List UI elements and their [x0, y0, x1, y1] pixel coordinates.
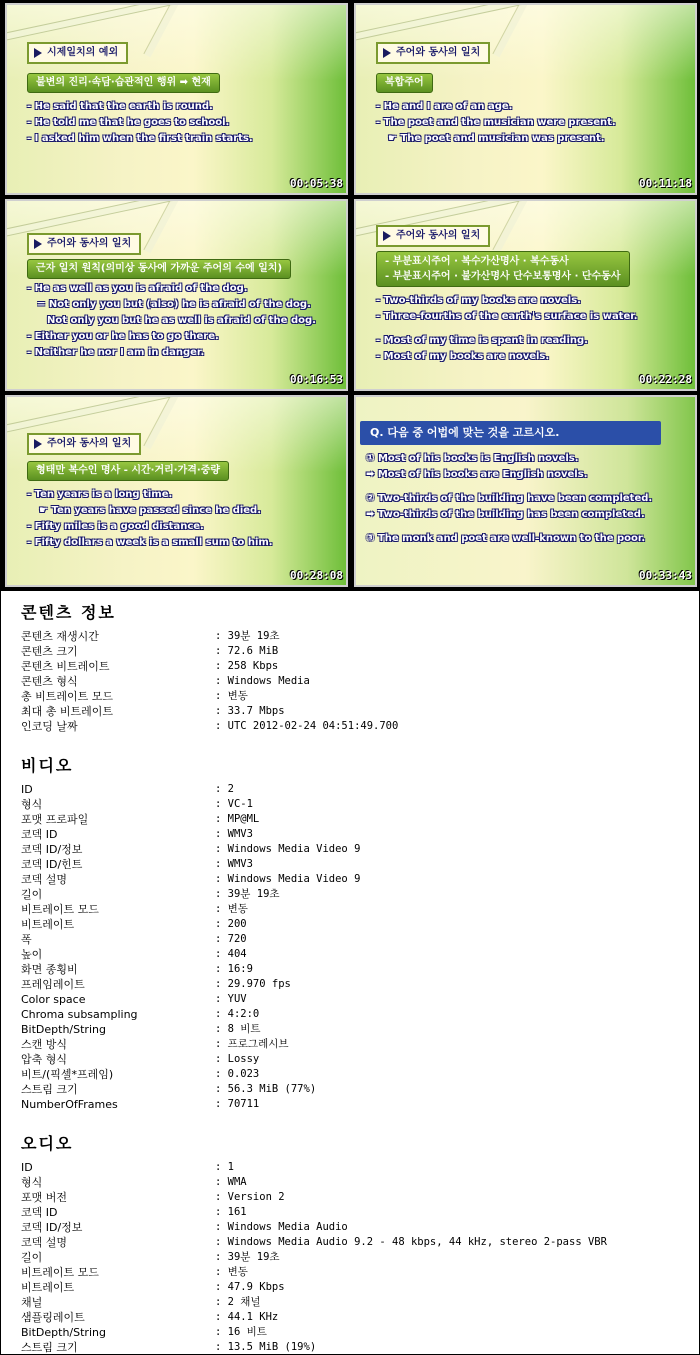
slide-title: 주어와 동사의 일치	[376, 225, 490, 247]
info-key: 코덱 ID/정보	[21, 1221, 83, 1234]
info-key: 스트림 크기	[21, 1341, 78, 1354]
info-value: : Windows Media Audio	[215, 1221, 348, 1233]
info-key: 포맷 프로파일	[21, 813, 89, 826]
slide-title: 시제일치의 예외	[27, 42, 128, 64]
info-key: 폭	[21, 933, 32, 946]
slide-subtitle: 복합주어	[376, 73, 433, 93]
info-key: ID	[21, 1161, 33, 1174]
info-row	[21, 1007, 681, 1022]
info-row	[21, 1175, 681, 1190]
decor-beam	[5, 199, 215, 238]
info-key: NumberOfFrames	[21, 1098, 118, 1111]
general-rows	[21, 629, 681, 734]
info-key: 프레임레이트	[21, 978, 85, 991]
thumbnail-3[interactable]	[5, 199, 348, 391]
info-row	[21, 1097, 681, 1112]
info-key: 형식	[21, 798, 43, 811]
decor-beam	[492, 199, 527, 253]
info-row	[21, 1082, 681, 1097]
info-value: : WMA	[215, 1176, 247, 1188]
info-key: BitDepth/String	[21, 1326, 106, 1339]
thumbnail-5[interactable]	[5, 395, 348, 587]
info-key: 비트/(픽셀*프레임)	[21, 1068, 114, 1081]
info-value: : 47.9 Kbps	[215, 1281, 285, 1293]
info-row	[21, 1190, 681, 1205]
info-row	[21, 962, 681, 977]
decor-beam	[143, 3, 178, 57]
info-row	[21, 1280, 681, 1295]
info-key: 스트림 크기	[21, 1083, 78, 1096]
slide-line: - He told me that he goes to school.	[27, 117, 230, 128]
info-key: 콘텐츠 크기	[21, 645, 78, 658]
thumbnail-4[interactable]	[354, 199, 697, 391]
info-key: 코덱 ID	[21, 1206, 58, 1219]
info-value: : Windows Media Video 9	[215, 843, 361, 855]
info-value: : 161	[215, 1206, 247, 1218]
info-value: : 변동	[215, 903, 248, 915]
info-row	[21, 857, 681, 872]
info-key: 최대 총 비트레이트	[21, 705, 114, 718]
slide-subtitle: - 부분표시주어 · 복수가산명사 · 복수동사 - 부분표시주어 · 불가산명사 단수보통명사 · 단수동사	[376, 251, 630, 287]
info-row	[21, 689, 681, 704]
slide-line: ① Most of his books is English novels.	[366, 453, 579, 464]
info-row	[21, 977, 681, 992]
slide-line: - Two-thirds of my books are novels.	[376, 295, 581, 306]
info-value: : 720	[215, 933, 247, 945]
info-key: 비트레이트	[21, 918, 75, 931]
info-value: : Lossy	[215, 1053, 260, 1065]
decor-beam	[5, 3, 215, 42]
info-value: : 변동	[215, 690, 248, 702]
info-row	[21, 1220, 681, 1235]
info-row	[21, 1052, 681, 1067]
timestamp: 00:33:43	[639, 569, 692, 582]
thumbnail-grid	[1, 1, 700, 591]
decor-beam	[354, 3, 564, 42]
decor-beam	[143, 395, 178, 449]
info-value: : 39분 19초	[215, 630, 280, 642]
info-value: : 33.7 Mbps	[215, 705, 285, 717]
timestamp: 00:22:28	[639, 373, 692, 386]
info-value: : UTC 2012-02-24 04:51:49.700	[215, 720, 399, 732]
slide-line: - Ten years is a long time.	[27, 489, 173, 500]
info-key: 콘텐츠 형식	[21, 675, 78, 688]
info-row	[21, 947, 681, 962]
info-row	[21, 1340, 681, 1355]
slide-line: - Neither he nor I am in danger.	[27, 347, 205, 358]
info-value: : Windows Media Audio 9.2 - 48 kbps, 44 kHz, stereo 2-pass VBR	[215, 1236, 607, 1248]
decor-beam	[143, 199, 178, 253]
info-key: 길이	[21, 888, 43, 901]
info-row	[21, 827, 681, 842]
info-value: : 16 비트	[215, 1326, 267, 1338]
info-value: : YUV	[215, 993, 247, 1005]
slide-line: - He and I are of an age.	[376, 101, 513, 112]
info-value: : 258 Kbps	[215, 660, 279, 672]
info-row	[21, 1325, 681, 1340]
slide-lines	[376, 99, 689, 147]
info-row	[21, 797, 681, 812]
info-row	[21, 1265, 681, 1280]
info-row	[21, 842, 681, 857]
info-row	[21, 872, 681, 887]
info-key: 비트레이트 모드	[21, 1266, 99, 1279]
slide-line: ☛ The poet and musician was present.	[388, 133, 605, 144]
section-title-audio: 오디오	[21, 1134, 74, 1153]
slide-title: 주어와 동사의 일치	[27, 433, 141, 455]
slide-line: ➡ Most of his books are English novels.	[366, 469, 588, 480]
info-key: 화면 종횡비	[21, 963, 78, 976]
info-row	[21, 1310, 681, 1325]
info-value: : 변동	[215, 1266, 248, 1278]
timestamp: 00:11:18	[639, 177, 692, 190]
info-key: 샘플링레이트	[21, 1311, 85, 1324]
info-key: ID	[21, 783, 33, 796]
info-value: : 44.1 KHz	[215, 1311, 279, 1323]
info-key: Chroma subsampling	[21, 1008, 138, 1021]
info-value: : 2	[215, 783, 234, 795]
divider	[21, 734, 681, 754]
slide-line: ➡ Two-thirds of the building has been completed.	[366, 509, 645, 520]
slide-title: 주어와 동사의 일치	[27, 233, 141, 255]
quiz-question: Q. 다음 중 어법에 맞는 것을 고르시오.	[360, 421, 661, 445]
info-row	[21, 704, 681, 719]
info-row	[21, 932, 681, 947]
info-row	[21, 1205, 681, 1220]
info-row	[21, 1160, 681, 1175]
info-value: : 프로그레시브	[215, 1038, 289, 1050]
info-row	[21, 902, 681, 917]
info-value: : 2 채널	[215, 1296, 261, 1308]
info-key: Color space	[21, 993, 86, 1006]
slide-subtitle: 형태만 복수인 명사 - 시간·거리·가격·중량	[27, 461, 229, 481]
info-row	[21, 1037, 681, 1052]
slide-line: - Fifty miles is a good distance.	[27, 521, 204, 532]
slide-line: - I asked him when the first train starts.	[27, 133, 253, 144]
info-value: : WMV3	[215, 828, 253, 840]
info-value: : 0.023	[215, 1068, 260, 1080]
info-value: : Windows Media	[215, 675, 310, 687]
info-key: 압축 형식	[21, 1053, 68, 1066]
slide-line: - He as well as you is afraid of the dog.	[27, 283, 248, 294]
section-title-video: 비디오	[21, 756, 74, 775]
info-value: : 56.3 MiB (77%)	[215, 1083, 317, 1095]
info-key: 콘텐츠 재생시간	[21, 630, 99, 643]
slide-line: - Fifty dollars a week is a small sum to him.	[27, 537, 273, 548]
slide-line: - He said that the earth is round.	[27, 101, 213, 112]
info-value: : 39분 19초	[215, 1251, 280, 1263]
info-key: 채널	[21, 1296, 43, 1309]
slide-line: - Most of my time is spent in reading.	[376, 335, 588, 346]
slide-title: 주어와 동사의 일치	[376, 42, 490, 64]
info-value: : 39분 19초	[215, 888, 280, 900]
info-key: 코덱 ID/힌트	[21, 858, 83, 871]
info-key: 높이	[21, 948, 43, 961]
timestamp: 00:05:38	[290, 177, 343, 190]
info-key: 스캔 방식	[21, 1038, 68, 1051]
info-row	[21, 674, 681, 689]
info-row	[21, 1022, 681, 1037]
info-row	[21, 719, 681, 734]
decor-beam	[5, 395, 215, 434]
timestamp: 00:16:53	[290, 373, 343, 386]
info-row	[21, 644, 681, 659]
slide-line: - The poet and the musician were present.	[376, 117, 616, 128]
slide-lines	[27, 487, 340, 551]
thumbnail-2[interactable]	[354, 3, 697, 195]
divider	[21, 1112, 681, 1132]
info-value: : 4:2:0	[215, 1008, 260, 1020]
info-value: : WMV3	[215, 858, 253, 870]
info-value: : 8 비트	[215, 1023, 261, 1035]
info-key: 포맷 버전	[21, 1191, 68, 1204]
slide-line: ② Two-thirds of the building have been completed.	[366, 493, 653, 504]
audio-rows	[21, 1160, 681, 1355]
info-value: : 200	[215, 918, 247, 930]
info-key: 형식	[21, 1176, 43, 1189]
info-row	[21, 782, 681, 797]
info-row	[21, 887, 681, 902]
info-key: 총 비트레이트 모드	[21, 690, 114, 703]
info-key: 코덱 설명	[21, 873, 68, 886]
info-value: : Version 2	[215, 1191, 285, 1203]
info-row	[21, 1067, 681, 1082]
slide-lines	[376, 293, 689, 365]
info-value: : 13.5 MiB (19%)	[215, 1341, 317, 1353]
section-title-general: 콘텐츠 정보	[21, 603, 116, 622]
info-value: : Windows Media Video 9	[215, 873, 361, 885]
info-value: : 1	[215, 1161, 234, 1173]
decor-beam	[492, 3, 527, 57]
info-value: : 404	[215, 948, 247, 960]
media-info	[21, 601, 681, 1355]
slide-subtitle: 근자 일치 원칙(의미상 동사에 가까운 주어의 수에 일치)	[27, 259, 291, 279]
slide-line: = Not only you but (also) he is afraid of the dog.	[37, 299, 311, 310]
slide-lines	[27, 281, 340, 361]
info-row	[21, 1295, 681, 1310]
info-value: : 16:9	[215, 963, 253, 975]
info-key: 길이	[21, 1251, 43, 1264]
info-row	[21, 812, 681, 827]
info-row	[21, 1250, 681, 1265]
info-key: 비트레이트	[21, 1281, 75, 1294]
info-value: : 70711	[215, 1098, 260, 1110]
video-rows	[21, 782, 681, 1112]
info-key: 코덱 ID/정보	[21, 843, 83, 856]
slide-line: ☛ Ten years have passed since he died.	[39, 505, 262, 516]
slide-lines	[366, 451, 689, 547]
slide-line: - Either you or he has to go there.	[27, 331, 219, 342]
info-key: 인코딩 날짜	[21, 720, 78, 733]
info-key: 코덱 ID	[21, 828, 58, 841]
slide-subtitle: 불변의 진리·속담·습관적인 행위 ➡ 현재	[27, 73, 220, 93]
timestamp: 00:28:08	[290, 569, 343, 582]
info-row	[21, 629, 681, 644]
slide-line: ③ The monk and poet are well-known to the poor.	[366, 533, 646, 544]
info-value: : 72.6 MiB	[215, 645, 279, 657]
info-key: 콘텐츠 비트레이트	[21, 660, 110, 673]
info-row	[21, 992, 681, 1007]
slide-line: - Most of my books are novels.	[376, 351, 550, 362]
slide-line: - Three-fourths of the earth's surface is water.	[376, 311, 638, 322]
info-key: 코덱 설명	[21, 1236, 68, 1249]
info-key: 비트레이트 모드	[21, 903, 99, 916]
slide-lines	[27, 99, 340, 147]
info-value: : 29.970 fps	[215, 978, 291, 990]
thumbnail-1[interactable]	[5, 3, 348, 195]
info-value: : MP@ML	[215, 813, 260, 825]
info-value: : VC-1	[215, 798, 253, 810]
info-row	[21, 917, 681, 932]
thumbnail-6[interactable]	[354, 395, 697, 587]
info-row	[21, 1235, 681, 1250]
slide-line: Not only you but he as well is afraid of the dog.	[47, 315, 316, 326]
info-row	[21, 659, 681, 674]
info-key: BitDepth/String	[21, 1023, 106, 1036]
